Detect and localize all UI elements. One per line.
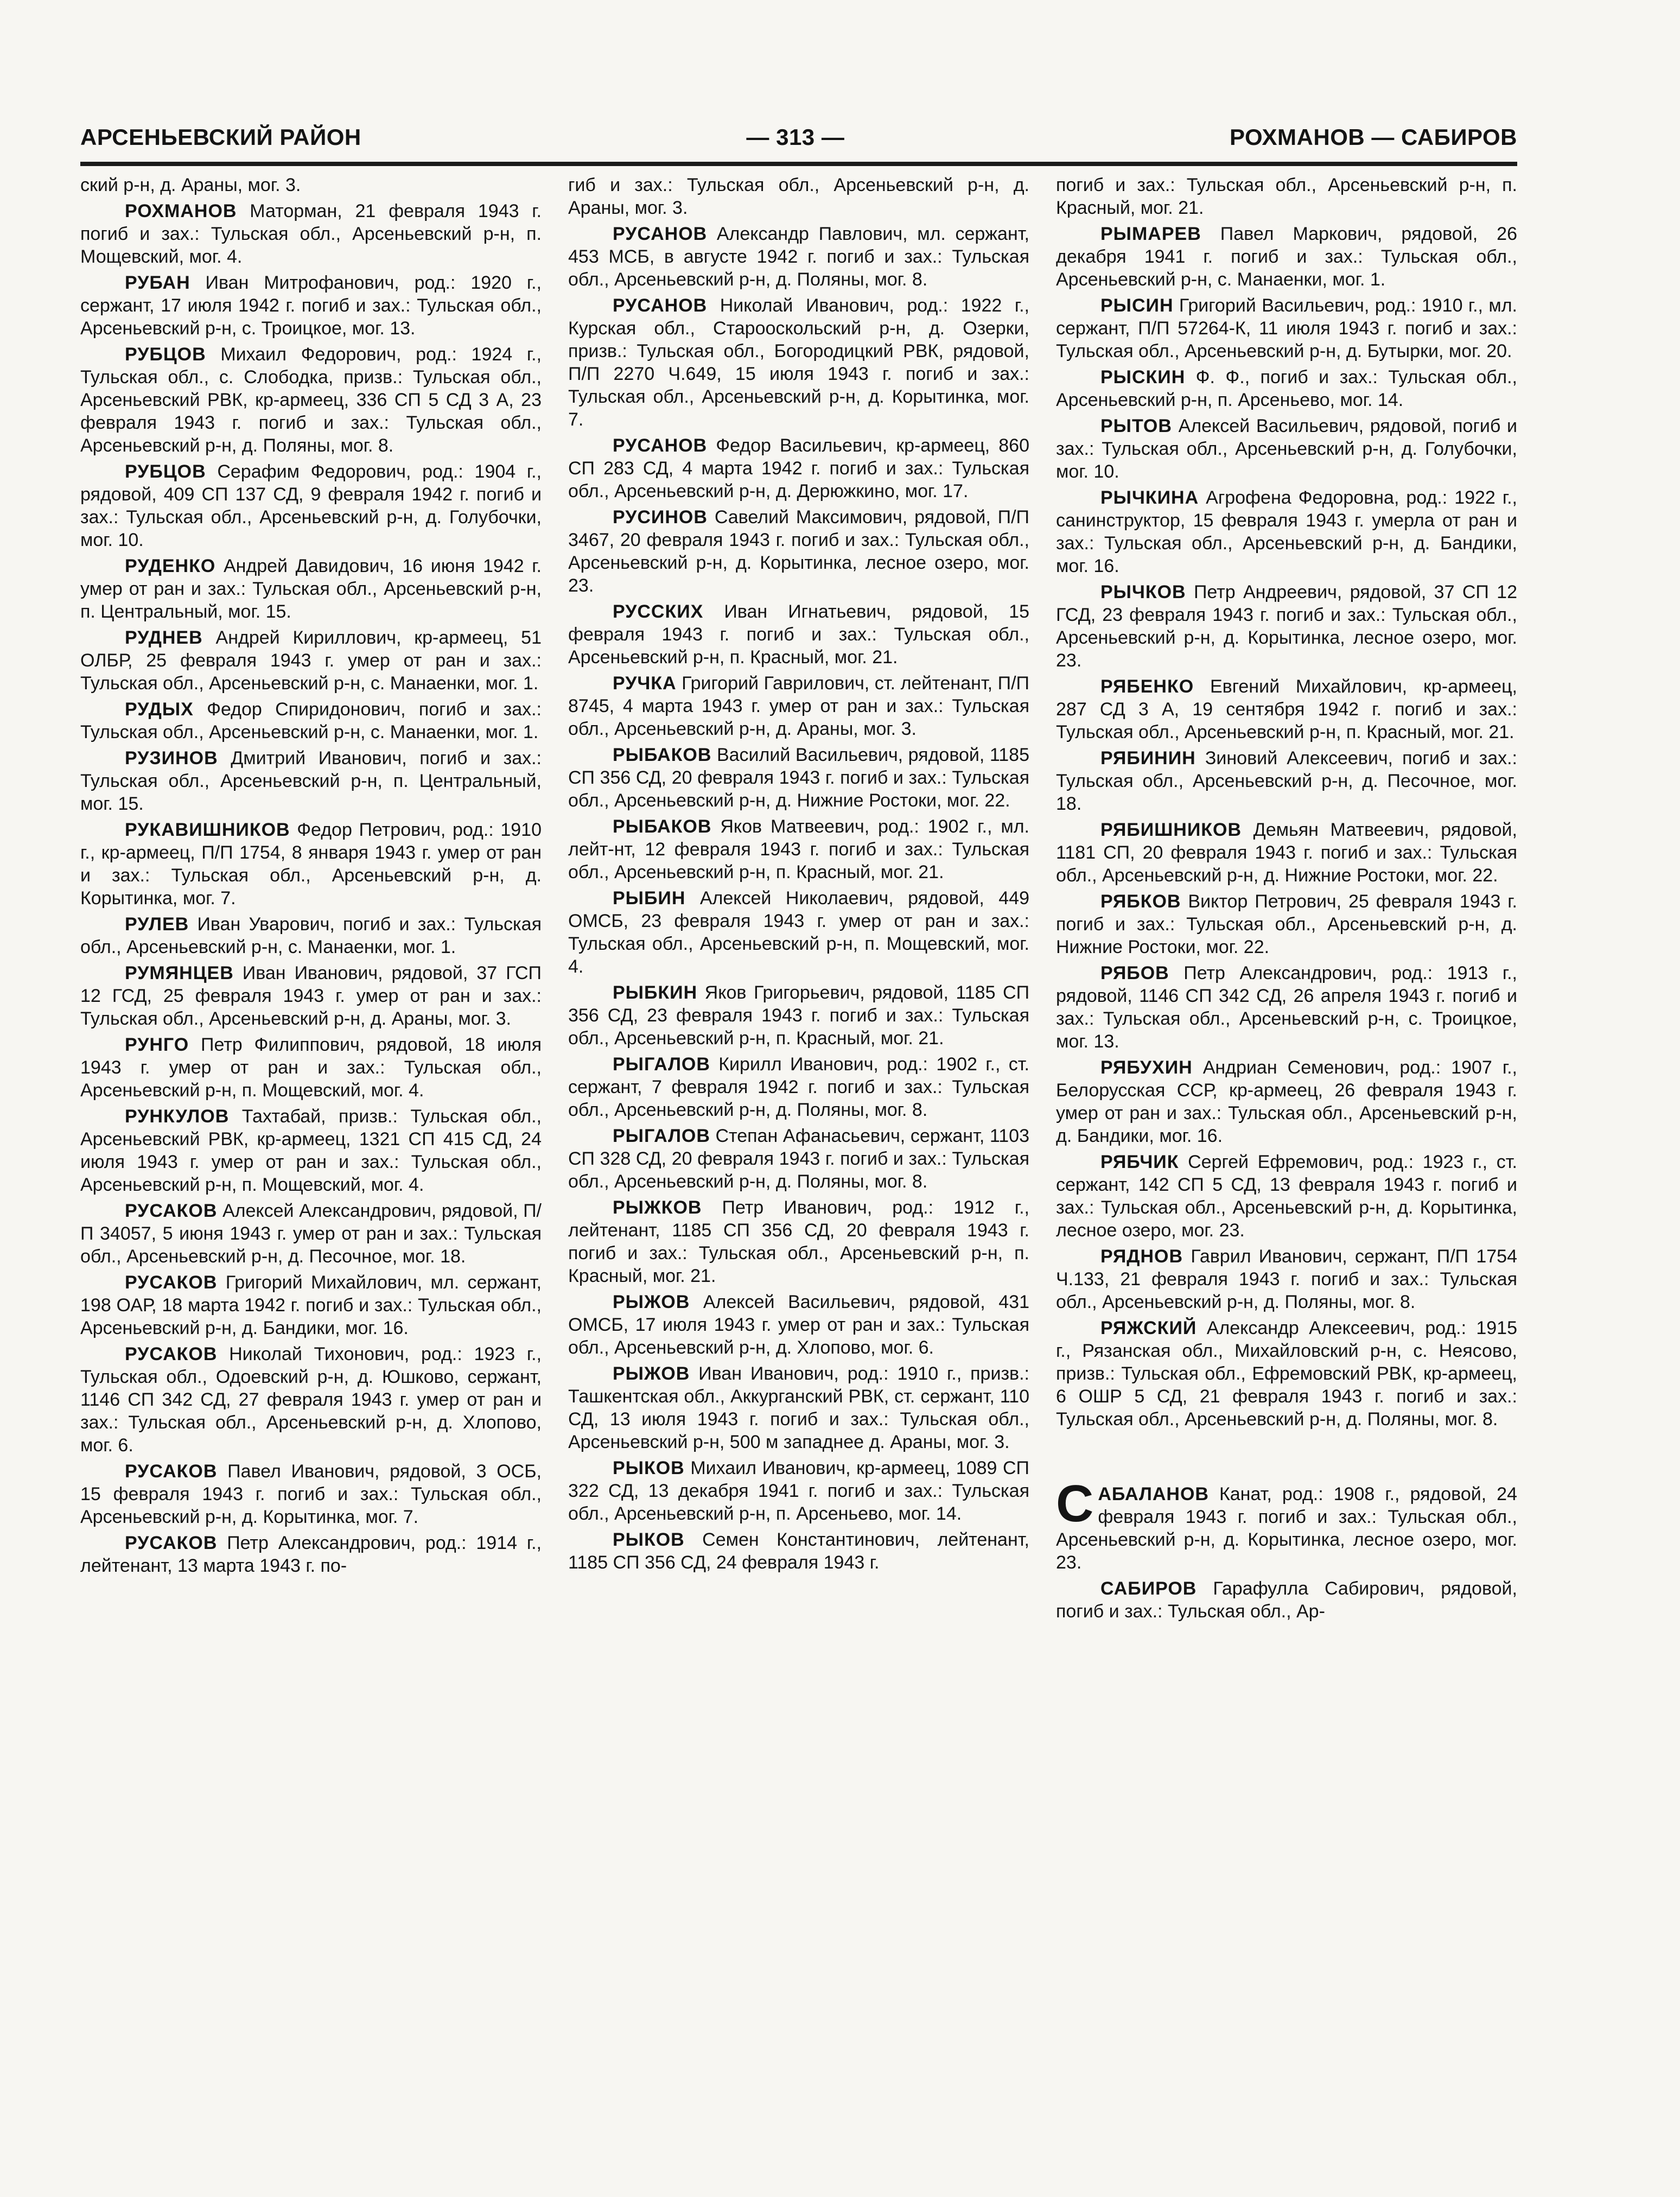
entry-text: Петр Иванович, род.: 1912 г., лейтенант, 1185 СП 356 СД, 20 февраля 1943 г. погиб и зах.: Тульская обл., Арсеньевский р-н, п. Красный, мог. 21.	[568, 1197, 1029, 1286]
entry	[1056, 294, 1517, 363]
header-rule	[80, 162, 1517, 166]
header-left-district: АРСЕНЬЕВСКИЙ РАЙОН	[80, 124, 361, 150]
entry-text: Василий Васильевич, рядовой, 1185 СП 356 СД, 20 февраля 1943 г. погиб и зах.: Тульская обл., Арсеньевский р-н, д. Нижние Ростоки, мог. 22.	[568, 745, 1029, 811]
entry-name: РЯЖСКИЙ	[1100, 1318, 1197, 1338]
entry	[80, 1460, 542, 1528]
entry	[568, 744, 1029, 812]
entry-text: Андрей Кириллович, кр-армеец, 51 ОЛБР, 25 февраля 1943 г. умер от ран и зах.: Тульская обл., Арсеньевский р-н, с. Манаенки, мог. 1.	[80, 627, 542, 694]
entry-name: РУДЕНКО	[125, 556, 216, 576]
entry	[80, 271, 542, 340]
entry-text: Григорий Гаврилович, ст. лейтенант, П/П 8745, 4 марта 1943 г. умер от ран и зах.: Тульская обл., Арсеньевский р-н, д. Араны, мог. 3.	[568, 673, 1029, 739]
entry	[1056, 1245, 1517, 1313]
entry	[80, 1532, 542, 1577]
entry	[568, 600, 1029, 669]
entry-text: Григорий Васильевич, род.: 1910 г., мл. сержант, П/П 57264-К, 11 июля 1943 г. погиб и зах.: Тульская обл., Арсеньевский р-н, д. Бутырки, мог. 20.	[1056, 295, 1517, 361]
entry-text: Виктор Петрович, 25 февраля 1943 г. погиб и зах.: Тульская обл., Арсеньевский р-н, д. Нижние Ростоки, мог. 22.	[1056, 891, 1517, 957]
entry-name: РЯБИШНИКОВ	[1100, 820, 1242, 840]
entry-text: Зиновий Алексеевич, погиб и зах.: Тульская обл., Арсеньевский р-н, д. Песочное, мог. 18.	[1056, 748, 1517, 814]
entry	[80, 818, 542, 910]
entry-name: РЫБАКОВ	[613, 816, 712, 837]
entry	[80, 1343, 542, 1457]
running-header	[80, 118, 1517, 156]
entry-name: РЯБЧИК	[1100, 1152, 1179, 1172]
entry-name: РЫЧКОВ	[1100, 582, 1186, 602]
entry-name: РУССКИХ	[613, 601, 704, 622]
entry-text: Гарафулла Сабирович, рядовой, погиб и зах.: Тульская обл., Ар-	[1056, 1578, 1517, 1622]
entry	[568, 434, 1029, 503]
entry-text: Яков Матвеевич, род.: 1902 г., мл. лейт-нт, 12 февраля 1943 г. погиб и зах.: Тульская обл., Арсеньевский р-н, п. Красный, мог. 21.	[568, 816, 1029, 882]
entry-text: Дмитрий Иванович, погиб и зах.: Тульская обл., Арсеньевский р-н, п. Центральный, мог. 15.	[80, 748, 542, 814]
entry	[1056, 174, 1517, 219]
entry	[80, 962, 542, 1030]
entry-name: РЫГАЛОВ	[613, 1054, 710, 1075]
entry	[568, 672, 1029, 740]
entry-text: Иван Митрофанович, род.: 1920 г., сержант, 17 июля 1942 г. погиб и зах.: Тульская обл., Арсеньевский р-н, с. Троицкое, мог. 13.	[80, 272, 542, 339]
entry-name: РЫЖКОВ	[613, 1197, 702, 1218]
entry-name: РЫГАЛОВ	[613, 1126, 710, 1146]
section-first-entry	[1056, 1475, 1517, 1574]
entry-text: Алексей Александрович, рядовой, П/П 34057, 5 июня 1943 г. умер от ран и зах.: Тульская обл., Арсеньевский р-н, д. Песочное, мог. 18.	[80, 1201, 542, 1267]
entry-name: РУНКУЛОВ	[125, 1106, 230, 1127]
entry-name: РЫМАРЕВ	[1100, 224, 1201, 244]
column-3-entries	[1056, 174, 1517, 1431]
entry-name: РЫБКИН	[613, 982, 698, 1003]
entry-text: Алексей Николаевич, рядовой, 449 ОМСБ, 23 февраля 1943 г. умер от ран и зах.: Тульская обл., Арсеньевский р-н, п. Мощевский, мог. 4.	[568, 888, 1029, 977]
entry	[1056, 1151, 1517, 1242]
entry	[568, 1053, 1029, 1121]
entry	[568, 1125, 1029, 1193]
entry-name: САБИРОВ	[1100, 1578, 1197, 1599]
entry-name: РУСАКОВ	[125, 1461, 218, 1482]
entry-text: Михаил Федорович, род.: 1924 г., Тульская обл., с. Слободка, призв.: Тульская обл., Арсеньевский РВК, кр-армеец, 336 СП 5 СД 3 А, 23 февраля 1943 г. погиб и зах.: Тульская обл., Арсеньевский р-н, д. Поляны, мог. 8.	[80, 344, 542, 456]
entry-text: Евгений Михайлович, кр-армеец, 287 СД 3 А, 19 сентября 1942 г. погиб и зах.: Тульская обл., Арсеньевский р-н, п. Красный, мог. 21.	[1056, 676, 1517, 742]
entry-name: РУБЦОВ	[125, 344, 206, 365]
text-columns	[80, 174, 1517, 2095]
column-2	[568, 174, 1029, 2095]
entry	[80, 174, 542, 196]
entry-name: РУНГО	[125, 1034, 189, 1055]
entry-name: РЫТОВ	[1100, 416, 1172, 436]
entry-name: РУСАКОВ	[125, 1201, 218, 1221]
entry	[80, 200, 542, 268]
entry	[80, 1199, 542, 1268]
entry-text: Агрофена Федоровна, род.: 1922 г., санинструктор, 15 февраля 1943 г. умерла от ран и зах.: Тульская обл., Арсеньевский р-н, д. Бандики, мог. 16.	[1056, 487, 1517, 576]
entry-text: Иван Иванович, рядовой, 37 ГСП 12 ГСД, 25 февраля 1943 г. умер от ран и зах.: Тульская обл., Арсеньевский р-н, д. Араны, мог. 3.	[80, 963, 542, 1029]
entry-name: РУДЫХ	[125, 699, 194, 720]
entry-text: Яков Григорьевич, рядовой, 1185 СП 356 СД, 23 февраля 1943 г. погиб и зах.: Тульская обл., Арсеньевский р-н, п. Красный, мог. 21.	[568, 982, 1029, 1049]
entry-name: РЫБАКОВ	[613, 745, 712, 765]
entry-text: Канат, род.: 1908 г., рядовой, 24 февраля 1943 г. погиб и зах.: Тульская обл., Арсеньевский р-н, д. Корытинка, лесное озеро, мог. 23.	[1056, 1484, 1517, 1573]
entry-name: РУБАН	[125, 272, 190, 293]
entry-text: Тахтабай, призв.: Тульская обл., Арсеньевский РВК, кр-армеец, 1321 СП 415 СД, 24 июля 1943 г. умер от ран и зах.: Тульская обл., Арсеньевский р-н, п. Мощевский, мог. 4.	[80, 1106, 542, 1195]
entry	[568, 174, 1029, 219]
entry-name: РЯБИНИН	[1100, 748, 1196, 769]
entry	[80, 1105, 542, 1196]
entry-name: РУСАКОВ	[125, 1533, 218, 1553]
section-gap	[1056, 1434, 1517, 1483]
entry-text: Семен Константинович, лейтенант, 1185 СП 356 СД, 24 февраля 1943 г.	[568, 1529, 1029, 1573]
entry-text: Маторман, 21 февраля 1943 г. погиб и зах.: Тульская обл., Арсеньевский р-н, п. Мощевский, мог. 4.	[80, 201, 542, 267]
entry-text: Николай Иванович, род.: 1922 г., Курская обл., Старооскольский р-н, д. Озерки, призв.: Тульская обл., Богородицкий РВК, рядовой, П/П 2270 Ч.649, 15 июля 1943 г. погиб и зах.: Тульская обл., Арсеньевский р-н, д. Корытинка, мог. 7.	[568, 295, 1029, 430]
entry	[568, 294, 1029, 431]
header-right-range: РОХМАНОВ — САБИРОВ	[1230, 124, 1517, 150]
entry	[80, 698, 542, 744]
entry-text: Алексей Васильевич, рядовой, погиб и зах.: Тульская обл., Арсеньевский р-н, д. Голубочки, мог. 10.	[1056, 416, 1517, 482]
entry-text: Алексей Васильевич, рядовой, 431 ОМСБ, 17 июля 1943 г. умер от ран и зах.: Тульская обл., Арсеньевский р-н, д. Хлопово, мог. 6.	[568, 1292, 1029, 1358]
entry-text: Ф. Ф., погиб и зах.: Тульская обл., Арсеньевский р-н, п. Арсеньево, мог. 14.	[1056, 367, 1517, 410]
header-page-number: — 313 —	[746, 124, 845, 150]
entry	[568, 506, 1029, 597]
entry-name: РУСАНОВ	[613, 295, 708, 316]
entry-name: РУЛЕВ	[125, 914, 189, 935]
entry-name: РЫСКИН	[1100, 367, 1186, 388]
entry-text: погиб и зах.: Тульская обл., Арсеньевский р-н, п. Красный, мог. 21.	[1056, 175, 1517, 218]
entry-name: РЯДНОВ	[1100, 1246, 1183, 1267]
entry	[1056, 818, 1517, 887]
entry	[80, 1033, 542, 1102]
entry-text: Петр Александрович, род.: 1914 г., лейтенант, 13 марта 1943 г. по-	[80, 1533, 542, 1576]
entry-text: Степан Афанасьевич, сержант, 1103 СП 328 СД, 20 февраля 1943 г. погиб и зах.: Тульская обл., Арсеньевский р-н, д. Поляны, мог. 8.	[568, 1126, 1029, 1192]
entry	[80, 343, 542, 457]
entry	[80, 1271, 542, 1339]
entry	[1056, 223, 1517, 291]
entry	[1056, 1317, 1517, 1431]
entry	[80, 555, 542, 623]
entry	[1056, 675, 1517, 744]
entry	[80, 747, 542, 815]
entry-text: Сергей Ефремович, род.: 1923 г., ст. сержант, 142 СП 5 СД, 13 февраля 1943 г. погиб и зах.: Тульская обл., Арсеньевский р-н, д. Корытинка, лесное озеро, мог. 23.	[1056, 1152, 1517, 1241]
entry-name: РУСАНОВ	[613, 224, 708, 244]
entry-name: РЯБКОВ	[1100, 891, 1181, 912]
entry-text: Федор Васильевич, кр-армеец, 860 СП 283 СД, 4 марта 1942 г. погиб и зах.: Тульская обл., Арсеньевский р-н, д. Дерюжкино, мог. 17.	[568, 435, 1029, 501]
entry-text: Николай Тихонович, род.: 1923 г., Тульская обл., Одоевский р-н, д. Юшково, сержант, 1146 СП 342 СД, 27 февраля 1943 г. умер от ран и зах.: Тульская обл., Арсеньевский р-н, д. Хлопово, мог. 6.	[80, 1344, 542, 1456]
entry	[80, 460, 542, 551]
entry-name: РУЗИНОВ	[125, 748, 218, 769]
entry-name: РУСАКОВ	[125, 1272, 218, 1293]
entry-text: Александр Павлович, мл. сержант, 453 МСБ, в августе 1942 г. погиб и зах.: Тульская обл., Арсеньевский р-н, д. Поляны, мог. 8.	[568, 224, 1029, 290]
entry-name: РЫЖОВ	[613, 1363, 690, 1384]
entry-text: Андриан Семенович, род.: 1907 г., Белорусская ССР, кр-армеец, 26 февраля 1943 г. умер от ран и зах.: Тульская обл., Арсеньевский р-н, д. Бандики, мог. 16.	[1056, 1057, 1517, 1146]
entry-name: РЫБИН	[613, 888, 686, 909]
entry	[80, 626, 542, 695]
entry	[1056, 581, 1517, 672]
entry-text: Гаврил Иванович, сержант, П/П 1754 Ч.133, 21 февраля 1943 г. погиб и зах.: Тульская обл., Арсеньевский р-н, д. Поляны, мог. 8.	[1056, 1246, 1517, 1312]
entry-text: Савелий Максимович, рядовой, П/П 3467, 20 февраля 1943 г. погиб и зах.: Тульская обл., Арсеньевский р-н, д. Корытинка, лесное озеро, мог. 23.	[568, 507, 1029, 596]
entry	[568, 815, 1029, 884]
entry	[1056, 486, 1517, 577]
entry	[1056, 366, 1517, 411]
entry	[568, 223, 1029, 291]
entry-name: РУМЯНЦЕВ	[125, 963, 234, 983]
entry-text: Федор Петрович, род.: 1910 г., кр-армеец, П/П 1754, 8 января 1943 г. умер от ран и зах.: Тульская обл., Арсеньевский р-н, д. Корытинка, мог. 7.	[80, 820, 542, 909]
entry-text: Демьян Матвеевич, рядовой, 1181 СП, 20 февраля 1943 г. погиб и зах.: Тульская обл., Арсеньевский р-н, д. Нижние Ростоки, мог. 22.	[1056, 820, 1517, 886]
entry	[1056, 1056, 1517, 1147]
entry-name: РЫКОВ	[613, 1458, 685, 1478]
entry-name: РЫЧКИНА	[1100, 487, 1199, 508]
entry-name: РУСАКОВ	[125, 1344, 218, 1364]
entry-text: Павел Иванович, рядовой, 3 ОСБ, 15 февраля 1943 г. погиб и зах.: Тульская обл., Арсеньевский р-н, д. Корытинка, мог. 7.	[80, 1461, 542, 1527]
entry	[568, 887, 1029, 978]
column-1	[80, 174, 542, 2095]
entry	[1056, 962, 1517, 1053]
entry-text: Иван Игнатьевич, рядовой, 15 февраля 1943 г. погиб и зах.: Тульская обл., Арсеньевский р-н, п. Красный, мог. 21.	[568, 601, 1029, 668]
entry-text: Кирилл Иванович, род.: 1902 г., ст. сержант, 7 февраля 1942 г. погиб и зах.: Тульская обл., Арсеньевский р-н, д. Поляны, мог. 8.	[568, 1054, 1029, 1120]
entry-name: РОХМАНОВ	[125, 201, 237, 221]
entry-name: РУСИНОВ	[613, 507, 708, 528]
entry-text: Серафим Федорович, род.: 1904 г., рядовой, 409 СП 137 СД, 9 февраля 1942 г. погиб и зах.: Тульская обл., Арсеньевский р-н, д. Голубочки, мог. 10.	[80, 461, 542, 550]
entry	[568, 1291, 1029, 1359]
entry-text: ский р-н, д. Араны, мог. 3.	[80, 175, 301, 195]
entry-text: Иван Уварович, погиб и зах.: Тульская обл., Арсеньевский р-н, с. Манаенки, мог. 1.	[80, 914, 542, 957]
entry-name: АБАЛАНОВ	[1098, 1484, 1209, 1504]
entry-text: Михаил Иванович, кр-армеец, 1089 СП 322 СД, 13 декабря 1941 г. погиб и зах.: Тульская обл., Арсеньевский р-н, п. Арсеньево, мог. 14.	[568, 1458, 1029, 1524]
entry-text: Григорий Михайлович, мл. сержант, 198 ОАР, 18 марта 1942 г. погиб и зах.: Тульская обл., Арсеньевский р-н, д. Бандики, мог. 16.	[80, 1272, 542, 1338]
entry-name: РЯБЕНКО	[1100, 676, 1194, 697]
entry-text: Петр Андреевич, рядовой, 37 СП 12 ГСД, 23 февраля 1943 г. погиб и зах.: Тульская обл., Арсеньевский р-н, д. Корытинка, лесное озеро, мог. 23.	[1056, 582, 1517, 671]
entry-name: РЯБУХИН	[1100, 1057, 1193, 1078]
entry	[1056, 890, 1517, 958]
entry-name: РЯБОВ	[1100, 963, 1169, 983]
column-3	[1056, 174, 1517, 2095]
entry-name: РУСАНОВ	[613, 435, 708, 456]
entry-name: РУКАВИШНИКОВ	[125, 820, 290, 840]
entry-name: РЫКОВ	[613, 1529, 685, 1550]
entry-name: РЫЖОВ	[613, 1292, 690, 1312]
entry-name: РЫСИН	[1100, 295, 1174, 316]
entry-text: Федор Спиридонович, погиб и зах.: Тульская обл., Арсеньевский р-н, с. Манаенки, мог. 1.	[80, 699, 542, 742]
entry-name: РУДНЕВ	[125, 627, 203, 648]
entry-text: Павел Маркович, рядовой, 26 декабря 1941 г. погиб и зах.: Тульская обл., Арсеньевский р-н, с. Манаенки, мог. 1.	[1056, 224, 1517, 290]
entry	[568, 1457, 1029, 1525]
entry	[568, 1362, 1029, 1453]
entry-text: Петр Александрович, род.: 1913 г., рядовой, 1146 СП 342 СД, 26 апреля 1943 г. погиб и зах.: Тульская обл., Арсеньевский р-н, с. Троицкое, мог. 13.	[1056, 963, 1517, 1052]
entry-name: РУЧКА	[613, 673, 677, 694]
entry-text: Петр Филиппович, рядовой, 18 июля 1943 г. умер от ран и зах.: Тульская обл., Арсеньевский р-н, п. Мощевский, мог. 4.	[80, 1034, 542, 1101]
entry-text: гиб и зах.: Тульская обл., Арсеньевский р-н, д. Араны, мог. 3.	[568, 175, 1029, 218]
entry	[1056, 747, 1517, 815]
drop-cap-letter: С	[1056, 1475, 1094, 1533]
entry-text: Александр Алексеевич, род.: 1915 г., Рязанская обл., Михайловский р-н, с. Неясово, призв.: Тульская обл., Ефремовский РВК, кр-армеец, 6 ОШР 5 СД, 21 февраля 1943 г. погиб и зах.: Тульская обл., Арсеньевский р-н, д. Поляны, мог. 8.	[1056, 1318, 1517, 1430]
entry-name: РУБЦОВ	[125, 461, 206, 482]
entry	[568, 1196, 1029, 1287]
entry-text: Андрей Давидович, 16 июня 1942 г. умер от ран и зах.: Тульская обл., Арсеньевский р-н, п. Центральный, мог. 15.	[80, 556, 542, 622]
entry	[568, 981, 1029, 1050]
entry-text: Иван Иванович, род.: 1910 г., призв.: Ташкентская обл., Аккурганский РВК, ст. сержант, 110 СД, 13 июля 1943 г. погиб и зах.: Тульская обл., Арсеньевский р-н, 500 м западнее д. Араны, мог. 3.	[568, 1363, 1029, 1452]
entry	[80, 913, 542, 958]
entry	[1056, 415, 1517, 483]
entry	[568, 1528, 1029, 1574]
section-second-entry	[1056, 1577, 1517, 1623]
